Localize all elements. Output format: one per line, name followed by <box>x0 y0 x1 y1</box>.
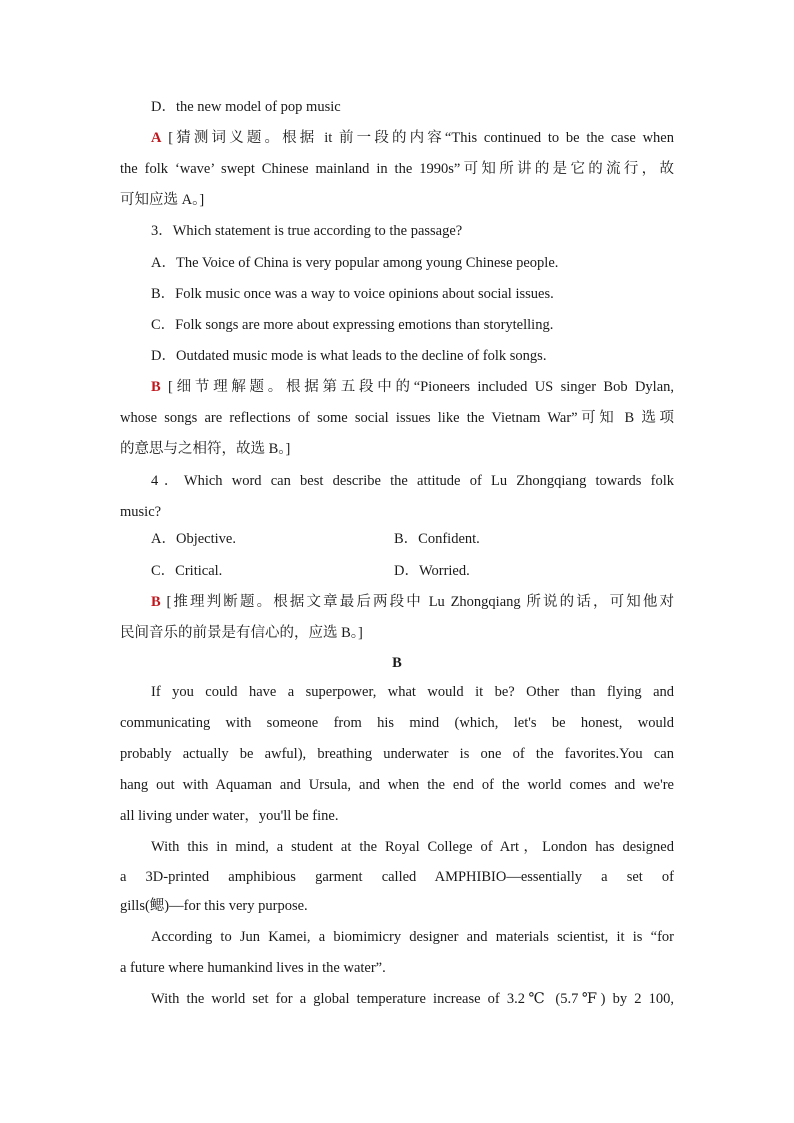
q2-explanation-line1 <box>151 128 674 148</box>
q4-option-b: B．Confident. <box>394 531 480 547</box>
para1-line4: hang out with Aquaman and Ursula, and when the end of the world comes and we're <box>120 777 674 793</box>
para1-line3: probably actually be awful), breathing underwater is one of the favorites.You can <box>120 746 674 762</box>
q3-explanation-line1 <box>151 377 674 397</box>
q4-option-a: A．Objective. <box>151 531 236 547</box>
q2-explanation-line2: the folk ‘wave’ swept Chinese mainland in the 1990s”可知所讲的是它的流行，故 <box>120 161 674 177</box>
q4-explanation-line2: 民间音乐的前景是有信心的，应选 B。] <box>120 625 363 641</box>
q4-option-c: C．Critical. <box>151 563 223 579</box>
section-b-heading: B <box>392 655 402 671</box>
q4-question-line2: music? <box>120 504 162 520</box>
para2-line2: a 3D-printed amphibious garment called AMPHIBIO—essentially a set of <box>120 869 674 885</box>
para2-line1: With this in mind, a student at the Royal College of Art，London has designed <box>151 839 674 855</box>
q3-explanation-text1: [细节理解题。根据第五段中的“Pioneers included US singer Bob Dylan, <box>168 379 675 395</box>
para3-line1: According to Jun Kamei, a biomimicry designer and materials scientist, it is “for <box>151 929 674 945</box>
q3-option-b: B．Folk music once was a way to voice opinions about social issues. <box>151 286 554 302</box>
q4-option-d: D．Worried. <box>394 563 470 579</box>
q4-answer-letter: B <box>151 594 161 610</box>
q2-answer-letter: A <box>151 130 162 146</box>
q3-explanation-line3: 的意思与之相符，故选 B。] <box>120 441 291 457</box>
para4-line1: With the world set for a global temperature increase of 3.2℃ (5.7℉) by 2 100, <box>151 991 674 1007</box>
q3-question: 3．Which statement is true according to the passage? <box>151 223 463 239</box>
q4-question-line1: 4．Which word can best describe the attitude of Lu Zhongqiang towards folk <box>151 473 674 489</box>
para3-line2: a future where humankind lives in the water”. <box>120 960 386 976</box>
q3-option-a: A．The Voice of China is very popular among young Chinese people. <box>151 255 559 271</box>
q3-explanation-line2: whose songs are reflections of some social issues like the Vietnam War”可知 B 选项 <box>120 410 674 426</box>
q4-explanation-line1 <box>151 592 674 612</box>
para1-line1: If you could have a superpower, what would it be? Other than flying and <box>151 684 674 700</box>
q3-option-c: C．Folk songs are more about expressing emotions than storytelling. <box>151 317 554 333</box>
q3-option-d: D．Outdated music mode is what leads to the decline of folk songs. <box>151 348 547 364</box>
q2-explanation-text1: [猜测词义题。根据 it 前一段的内容“This continued to be the case when <box>168 130 674 146</box>
q3-answer-letter: B <box>151 379 161 395</box>
para1-line5: all living under water，you'll be fine. <box>120 808 339 824</box>
q2-explanation-line3: 可知应选 A。] <box>120 192 205 208</box>
para2-line3: gills(鳃)—for this very purpose. <box>120 898 308 914</box>
q2-option-d: D．the new model of pop music <box>151 99 341 115</box>
q4-explanation-text1: [推理判断题。根据文章最后两段中 Lu Zhongqiang 所说的话，可知他对 <box>166 594 674 610</box>
para1-line2: communicating with someone from his mind (which, let's be honest, would <box>120 715 674 731</box>
